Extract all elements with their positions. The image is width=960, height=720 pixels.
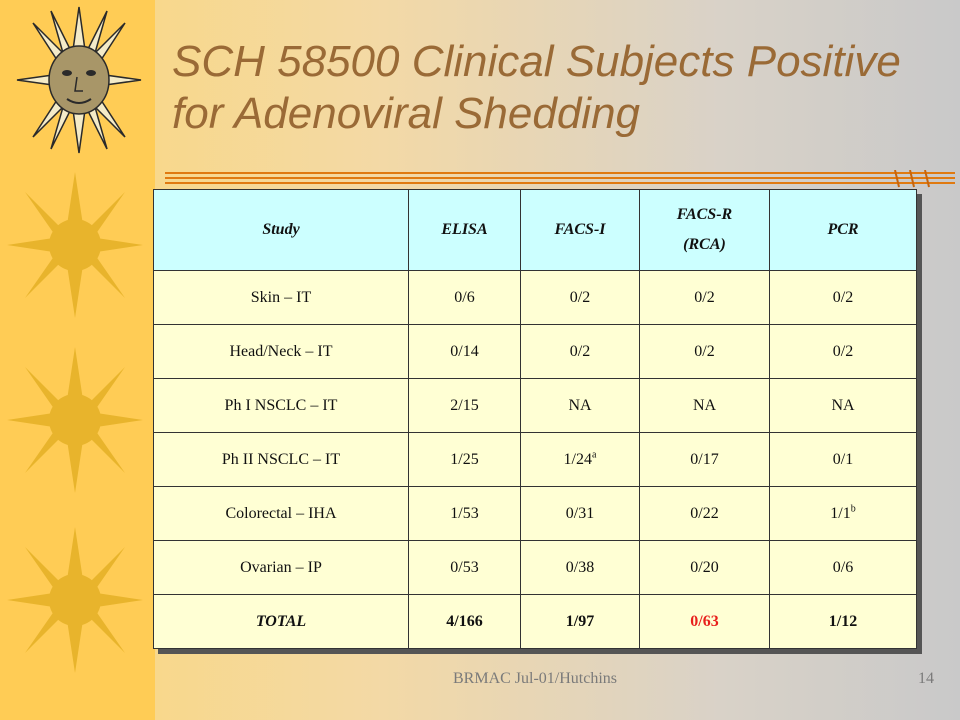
cell-elisa: 0/6	[409, 271, 521, 325]
table-row	[154, 487, 917, 541]
cell-facs-i: 0/31	[521, 487, 640, 541]
cell-pcr	[770, 487, 917, 541]
results-table	[153, 189, 917, 649]
cell-elisa: 0/14	[409, 325, 521, 379]
results-table-container	[153, 189, 917, 649]
cell-pcr: 0/1	[770, 433, 917, 487]
sun-icon	[5, 525, 145, 675]
cell-study: Colorectal – IHA	[154, 487, 409, 541]
total-label: TOTAL	[154, 595, 409, 649]
cell-study: Ovarian – IP	[154, 541, 409, 595]
cell-facs-i: NA	[521, 379, 640, 433]
cell-elisa: 1/53	[409, 487, 521, 541]
cell-facs-r: 0/2	[640, 271, 770, 325]
cell-pcr: 0/2	[770, 325, 917, 379]
footer-text: BRMAC Jul-01/Hutchins	[453, 670, 618, 687]
cell-pcr: 0/6	[770, 541, 917, 595]
header-elisa: ELISA	[409, 190, 521, 271]
footnote-marker-a: a	[592, 449, 597, 461]
cell-study: Ph II NSCLC – IT	[154, 433, 409, 487]
cell-elisa: 2/15	[409, 379, 521, 433]
cell-pcr: NA	[770, 379, 917, 433]
cell-study: Ph I NSCLC – IT	[154, 379, 409, 433]
total-pcr: 1/12	[770, 595, 917, 649]
table-row	[154, 433, 917, 487]
total-facs-i: 1/97	[521, 595, 640, 649]
table-row	[154, 325, 917, 379]
header-facs-r-sub: (RCA)	[683, 236, 726, 253]
cell-facs-i: 0/2	[521, 271, 640, 325]
header-facs-r-label: FACS-R	[676, 206, 733, 223]
decorative-left-strip	[0, 0, 155, 720]
table-row	[154, 271, 917, 325]
cell-facs-r: NA	[640, 379, 770, 433]
cell-facs-r: 0/22	[640, 487, 770, 541]
cell-facs-i: 0/38	[521, 541, 640, 595]
title-divider	[165, 170, 955, 188]
total-facs-r: 0/63	[640, 595, 770, 649]
sun-face-icon	[15, 5, 143, 155]
cell-facs-i	[521, 433, 640, 487]
header-study: Study	[154, 190, 409, 271]
cell-facs-r: 0/2	[640, 325, 770, 379]
slide-title: SCH 58500 Clinical Subjects Positive for Adenoviral Shedding	[172, 37, 901, 138]
page-number: 14	[918, 670, 934, 687]
cell-pcr-value: 1/1	[830, 504, 851, 522]
total-elisa: 4/166	[409, 595, 521, 649]
header-facs-r	[640, 190, 770, 271]
table-row	[154, 379, 917, 433]
cell-study: Skin – IT	[154, 271, 409, 325]
cell-study: Head/Neck – IT	[154, 325, 409, 379]
sun-icon	[5, 170, 145, 320]
cell-facs-i-value: 1/24	[563, 450, 592, 468]
cell-elisa: 0/53	[409, 541, 521, 595]
header-facs-i: FACS-I	[521, 190, 640, 271]
cell-facs-r: 0/20	[640, 541, 770, 595]
cell-elisa: 1/25	[409, 433, 521, 487]
footnote-marker-b: b	[850, 503, 856, 515]
table-row	[154, 541, 917, 595]
cell-facs-i: 0/2	[521, 325, 640, 379]
table-total-row	[154, 595, 917, 649]
table-header-row	[154, 190, 917, 271]
header-pcr: PCR	[770, 190, 917, 271]
sun-icon	[5, 345, 145, 495]
cell-facs-r: 0/17	[640, 433, 770, 487]
cell-pcr: 0/2	[770, 271, 917, 325]
